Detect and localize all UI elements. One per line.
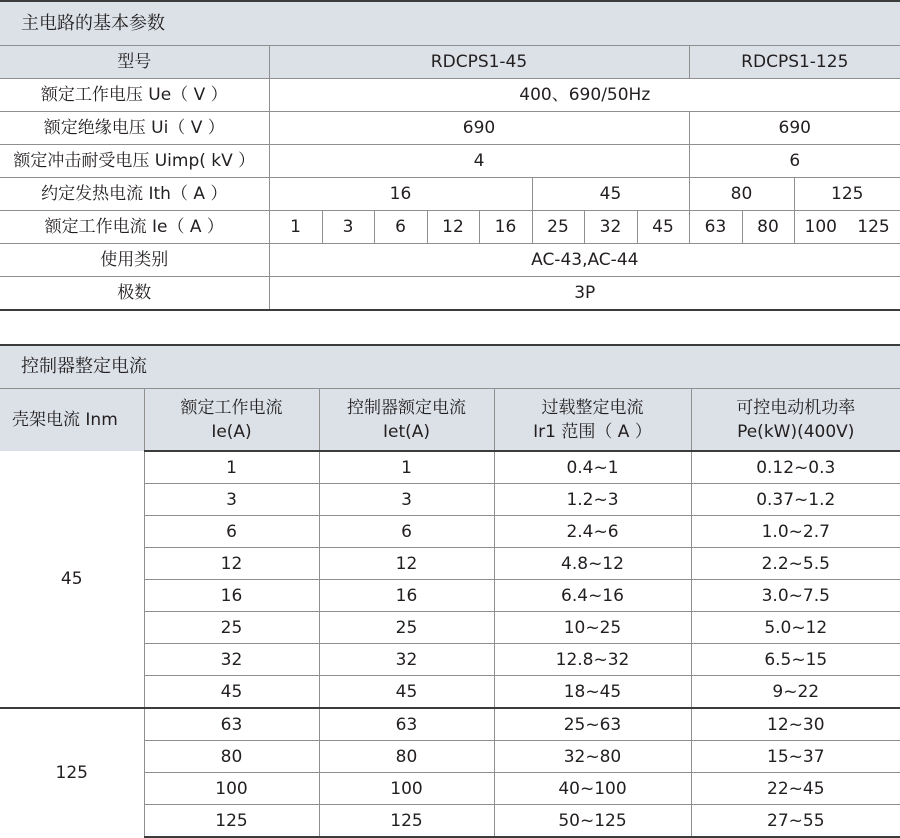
table-cell: 100 <box>144 773 319 805</box>
ie-value: 80 <box>742 211 794 244</box>
table-cell: 0.4~1 <box>494 451 691 484</box>
table-cell: 0.12~0.3 <box>691 451 900 484</box>
table-cell: 3 <box>144 484 319 516</box>
table-row <box>0 708 900 741</box>
table-cell: 45 <box>319 676 494 709</box>
controller-setting-current-table <box>0 344 900 838</box>
table-cell: 45 <box>144 676 319 709</box>
table-cell: 40~100 <box>494 773 691 805</box>
model-45: RDCPS1-45 <box>269 46 689 79</box>
table-cell: 125 <box>319 805 494 838</box>
ui-label: 额定绝缘电压 Ui（ V ） <box>0 112 269 145</box>
ie-value: 32 <box>584 211 637 244</box>
ith-value: 45 <box>532 178 689 211</box>
ui-125: 690 <box>689 112 900 145</box>
table-cell: 32 <box>319 644 494 676</box>
table-cell: 25 <box>144 612 319 644</box>
ie-value: 6 <box>374 211 427 244</box>
ue-label: 额定工作电压 Ue（ V ） <box>0 79 269 112</box>
table-cell: 63 <box>319 708 494 741</box>
table-cell: 4.8~12 <box>494 548 691 580</box>
category-label: 使用类别 <box>0 244 269 277</box>
ith-value: 80 <box>689 178 794 211</box>
column-header: 额定工作电流 Ie(A) <box>144 389 319 452</box>
uimp-label: 额定冲击耐受电压 Uimp( kV ） <box>0 145 269 178</box>
table-cell: 2.4~6 <box>494 516 691 548</box>
table-cell: 25 <box>319 612 494 644</box>
uimp-45: 4 <box>269 145 689 178</box>
table-cell: 6.4~16 <box>494 580 691 612</box>
table-cell: 10~25 <box>494 612 691 644</box>
table-cell: 80 <box>319 741 494 773</box>
frame-current-cell: 125 <box>0 708 144 837</box>
ie-value: 125 <box>847 211 900 244</box>
table-cell: 1.0~2.7 <box>691 516 900 548</box>
column-header: 控制器额定电流 Iet(A) <box>319 389 494 452</box>
model-125: RDCPS1-125 <box>689 46 900 79</box>
table-cell: 15~37 <box>691 741 900 773</box>
table-cell: 12~30 <box>691 708 900 741</box>
table-cell: 80 <box>144 741 319 773</box>
table-cell: 32~80 <box>494 741 691 773</box>
table-cell: 1 <box>144 451 319 484</box>
table-cell: 3.0~7.5 <box>691 580 900 612</box>
table-cell: 9~22 <box>691 676 900 709</box>
table-cell: 3 <box>319 484 494 516</box>
table-cell: 18~45 <box>494 676 691 709</box>
column-header: 过载整定电流 Ir1 范围（ A ） <box>494 389 691 452</box>
model-label: 型号 <box>0 46 269 79</box>
uimp-125: 6 <box>689 145 900 178</box>
table-cell: 6.5~15 <box>691 644 900 676</box>
table-cell: 16 <box>144 580 319 612</box>
ue-value: 400、690/50Hz <box>269 79 900 112</box>
column-header: 可控电动机功率 Pe(kW)(400V) <box>691 389 900 452</box>
ie-value: 16 <box>479 211 532 244</box>
column-header: 壳架电流 Inm <box>0 389 144 452</box>
poles-label: 极数 <box>0 277 269 311</box>
table-cell: 6 <box>144 516 319 548</box>
table-cell: 63 <box>144 708 319 741</box>
ith-value: 125 <box>794 178 900 211</box>
category-value: AC-43,AC-44 <box>269 244 900 277</box>
table-cell: 25~63 <box>494 708 691 741</box>
table-cell: 1.2~3 <box>494 484 691 516</box>
table-cell: 100 <box>319 773 494 805</box>
ie-label: 额定工作电流 Ie（ A ） <box>0 211 269 244</box>
table-cell: 6 <box>319 516 494 548</box>
table-cell: 22~45 <box>691 773 900 805</box>
ie-value: 25 <box>532 211 584 244</box>
table-cell: 50~125 <box>494 805 691 838</box>
table-cell: 5.0~12 <box>691 612 900 644</box>
table-cell: 2.2~5.5 <box>691 548 900 580</box>
table-cell: 125 <box>144 805 319 838</box>
table-cell: 27~55 <box>691 805 900 838</box>
table-cell: 12 <box>144 548 319 580</box>
ie-value: 63 <box>689 211 742 244</box>
ie-value: 100 <box>794 211 847 244</box>
ui-45: 690 <box>269 112 689 145</box>
table-cell: 32 <box>144 644 319 676</box>
table-cell: 12.8~32 <box>494 644 691 676</box>
poles-value: 3P <box>269 277 900 311</box>
table1-title: 主电路的基本参数 <box>0 1 900 46</box>
ie-value: 45 <box>637 211 689 244</box>
main-circuit-parameters-table <box>0 0 900 311</box>
table-row <box>0 451 900 484</box>
frame-current-cell: 45 <box>60 569 83 589</box>
table-cell: 12 <box>319 548 494 580</box>
ith-label: 约定发热电流 Ith（ A ） <box>0 178 269 211</box>
table-cell: 1 <box>319 451 494 484</box>
table-cell: 0.37~1.2 <box>691 484 900 516</box>
table2-title: 控制器整定电流 <box>0 345 900 389</box>
ie-value: 3 <box>322 211 374 244</box>
table-cell: 16 <box>319 580 494 612</box>
ie-value: 1 <box>269 211 322 244</box>
ie-value: 12 <box>427 211 479 244</box>
ith-value: 16 <box>269 178 532 211</box>
